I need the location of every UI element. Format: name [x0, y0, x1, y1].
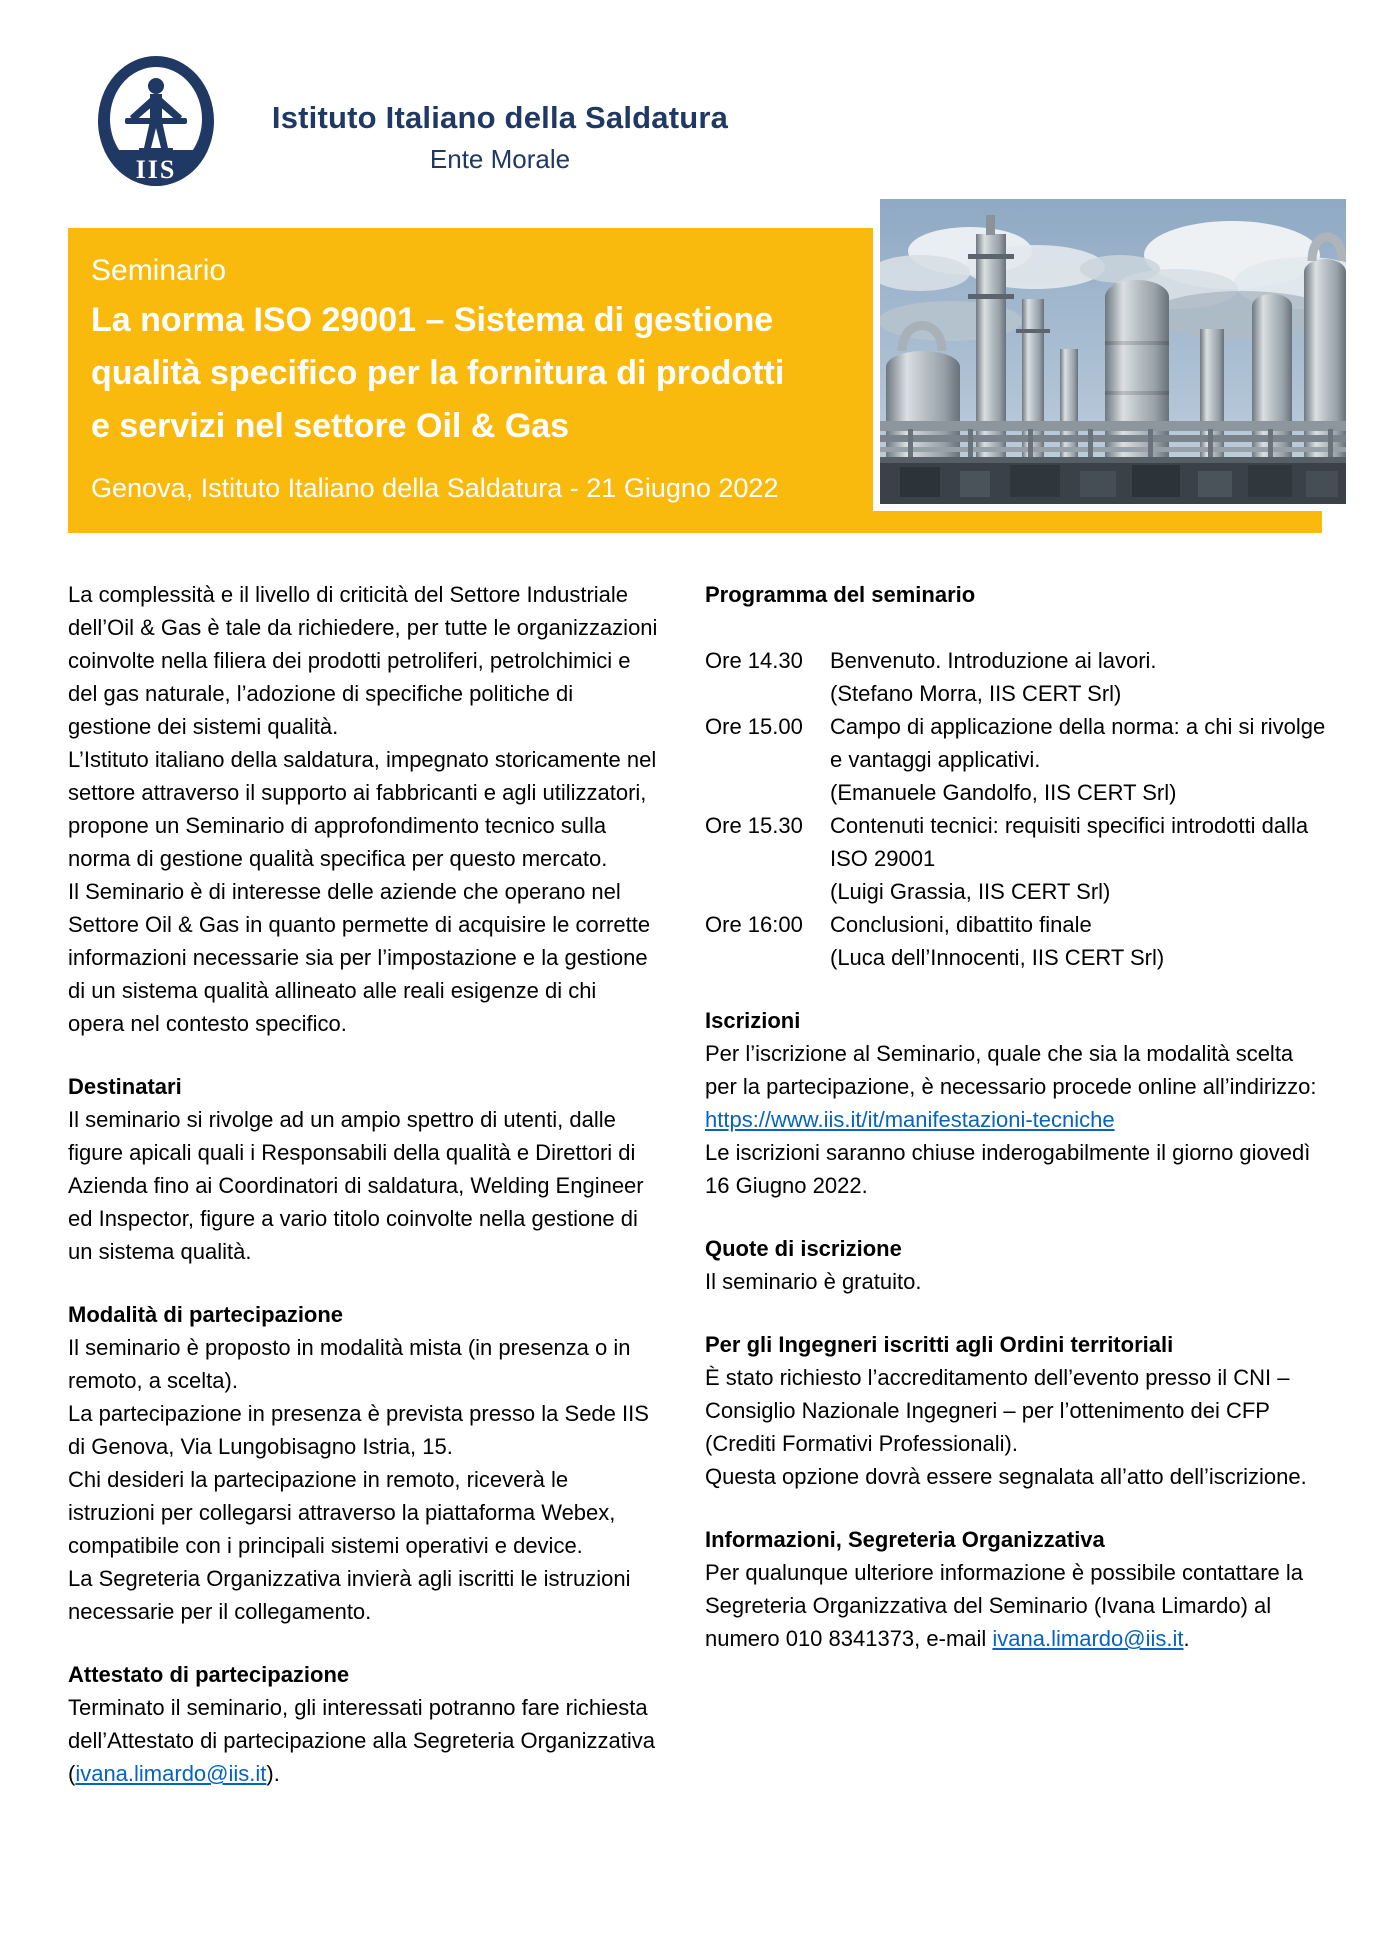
program-title: Contenuti tecnici: requisiti specifici introdotti dalla ISO 29001 — [830, 813, 1309, 871]
ingegneri-paragraph-1: È stato richiesto l’accreditamento dell’evento presso il CNI – Consiglio Nazionale Ingegneri – per l’ottenimento dei CFP (Crediti Formativi Professionali). — [705, 1365, 1290, 1456]
destinatari-section — [68, 1070, 658, 1268]
iscrizioni-paragraph-2: Le iscrizioni saranno chiuse inderogabilmente il giorno giovedì 16 Giugno 2022. — [705, 1140, 1311, 1198]
manifestazioni-tecniche-link[interactable]: https://www.iis.it/it/manifestazioni-tecniche — [705, 1107, 1115, 1132]
program-time: Ore 16:00 — [705, 912, 803, 937]
info-email-link[interactable]: ivana.limardo@iis.it — [992, 1626, 1184, 1651]
iis-logo — [95, 52, 217, 190]
program-time: Ore 14.30 — [705, 648, 803, 673]
modalita-paragraph-1: Il seminario è proposto in modalità mista (in presenza o in remoto, a scelta). — [68, 1335, 631, 1393]
seminar-title: La norma ISO 29001 – Sistema di gestione qualità specifico per la fornitura di prodotti e servizi nel settore Oil & Gas — [91, 301, 785, 445]
program-time: Ore 15.00 — [705, 714, 803, 739]
ingegneri-paragraph-2: Questa opzione dovrà essere segnalata all’atto dell’iscrizione. — [705, 1464, 1307, 1489]
right-column — [705, 578, 1330, 1790]
programma-heading: Programma del seminario — [705, 582, 976, 607]
attestato-body — [68, 1691, 658, 1790]
program-title: Campo di applicazione della norma: a chi si rivolge e vantaggi applicativi. — [830, 714, 1326, 772]
modalita-section — [68, 1298, 658, 1628]
header-institute-block — [248, 100, 752, 175]
intro-paragraph-3: Il Seminario è di interesse delle aziende che operano nel Settore Oil & Gas in quanto permette di acquisire le corrette informazioni necessarie sia per l’impostazione e la gestione di un sistema qualità allineato alle reali esigenze di chi opera nel contesto specifico. — [68, 879, 651, 1036]
program-item-body — [830, 809, 1330, 908]
attestato-heading: Attestato di partecipazione — [68, 1662, 350, 1687]
iscrizioni-heading: Iscrizioni — [705, 1008, 801, 1033]
iis-logo-emblem — [95, 52, 217, 190]
modalita-heading: Modalità di partecipazione — [68, 1302, 344, 1327]
iscrizioni-text-before-link: Per l’iscrizione al Seminario, quale che sia la modalità scelta per la partecipazione, è necessario procede online all’indirizzo: — [705, 1041, 1317, 1099]
program-time: Ore 15.30 — [705, 813, 803, 838]
program-speaker: (Luca dell’Innocenti, IIS CERT Srl) — [830, 945, 1165, 970]
attestato-email-link[interactable]: ivana.limardo@iis.it — [75, 1761, 267, 1786]
intro-paragraph-1: La complessità e il livello di criticità del Settore Industriale dell’Oil & Gas è tale da richiedere, per tutte le organizzazioni coinvolte nella filiera dei prodotti petroliferi, petrolchimici e del gas naturale, l’adozione di specifiche politiche di gestione dei sistemi qualità. — [68, 582, 658, 739]
plant-base — [880, 457, 1346, 504]
informazioni-body — [705, 1556, 1330, 1655]
program-item — [705, 710, 1330, 809]
program-item-body — [830, 908, 1330, 974]
iscrizioni-paragraph-1 — [705, 1037, 1330, 1136]
informazioni-heading: Informazioni, Segreteria Organizzativa — [705, 1527, 1105, 1552]
informazioni-text-before-link: Per qualunque ulteriore informazione è possibile contattare la Segreteria Organizzativa del Seminario (Ivana Limardo) al numero 010 8341373, e-mail — [705, 1560, 1304, 1651]
modalita-paragraph-3: Chi desideri la partecipazione in remoto, riceverà le istruzioni per collegarsi attraverso la piattaforma Webex, compatibile con i principali sistemi operativi e device. — [68, 1467, 616, 1558]
seminar-location-date: Genova, Istituto Italiano della Saldatura - 21 Giugno 2022 — [91, 473, 779, 503]
banner-kicker: Seminario — [91, 254, 227, 287]
program-title: Conclusioni, dibattito finale — [830, 912, 1092, 937]
iscrizioni-section — [705, 1004, 1330, 1202]
program-speaker: (Luigi Grassia, IIS CERT Srl) — [830, 879, 1111, 904]
programma-section — [705, 578, 1330, 974]
body-columns — [68, 578, 1330, 1790]
attestato-text-before-link: Terminato il seminario, gli interessati potranno fare richiesta dell’Attestato di partecipazione alla Segreteria Organizzativa ( — [68, 1695, 655, 1786]
destinatari-body: Il seminario si rivolge ad un ampio spettro di utenti, dalle figure apicali quali i Responsabili della qualità e Direttori di Azienda fino ai Coordinatori di saldatura, Welding Engineer ed Inspector, figure a vario titolo coinvolte nella gestione di un sistema qualità. — [68, 1107, 644, 1264]
destinatari-heading: Destinatari — [68, 1074, 182, 1099]
refinery-photo — [873, 192, 1353, 511]
refinery-photo-graphic — [880, 199, 1346, 504]
program-item — [705, 908, 1330, 974]
quote-body: Il seminario è gratuito. — [705, 1269, 922, 1294]
attestato-section — [68, 1658, 658, 1790]
intro-paragraph-2: L’Istituto italiano della saldatura, impegnato storicamente nel settore attraverso il supporto ai fabbricanti e agli utilizzatori, propone un Seminario di approfondimento tecnico sulla norma di gestione qualità specifica per questo mercato. — [68, 747, 657, 871]
program-item — [705, 644, 1330, 710]
modalita-paragraph-2: La partecipazione in presenza è prevista presso la Sede IIS di Genova, Via Lungobisagno Istria, 15. — [68, 1401, 649, 1459]
ingegneri-heading: Per gli Ingegneri iscritti agli Ordini territoriali — [705, 1332, 1174, 1357]
ingegneri-section — [705, 1328, 1330, 1493]
quote-section — [705, 1232, 1330, 1298]
iis-monogram: IIS — [135, 155, 177, 184]
attestato-text-after-link: ). — [266, 1761, 280, 1786]
program-item-body — [830, 710, 1330, 809]
program-speaker: (Emanuele Gandolfo, IIS CERT Srl) — [830, 780, 1177, 805]
quote-heading: Quote di iscrizione — [705, 1236, 902, 1261]
program-list — [705, 644, 1330, 974]
program-speaker: (Stefano Morra, IIS CERT Srl) — [830, 681, 1122, 706]
program-item — [705, 809, 1330, 908]
modalita-paragraph-4: La Segreteria Organizzativa invierà agli iscritti le istruzioni necessarie per il collegamento. — [68, 1566, 631, 1624]
program-title: Benvenuto. Introduzione ai lavori. — [830, 648, 1157, 673]
program-item-body — [830, 644, 1330, 710]
left-column — [68, 578, 658, 1790]
informazioni-text-after-link: . — [1183, 1626, 1190, 1651]
informazioni-section — [705, 1523, 1330, 1655]
intro-section — [68, 578, 658, 1040]
institute-subtitle: Ente Morale — [429, 144, 571, 174]
institute-name: Istituto Italiano della Saldatura — [271, 100, 729, 135]
